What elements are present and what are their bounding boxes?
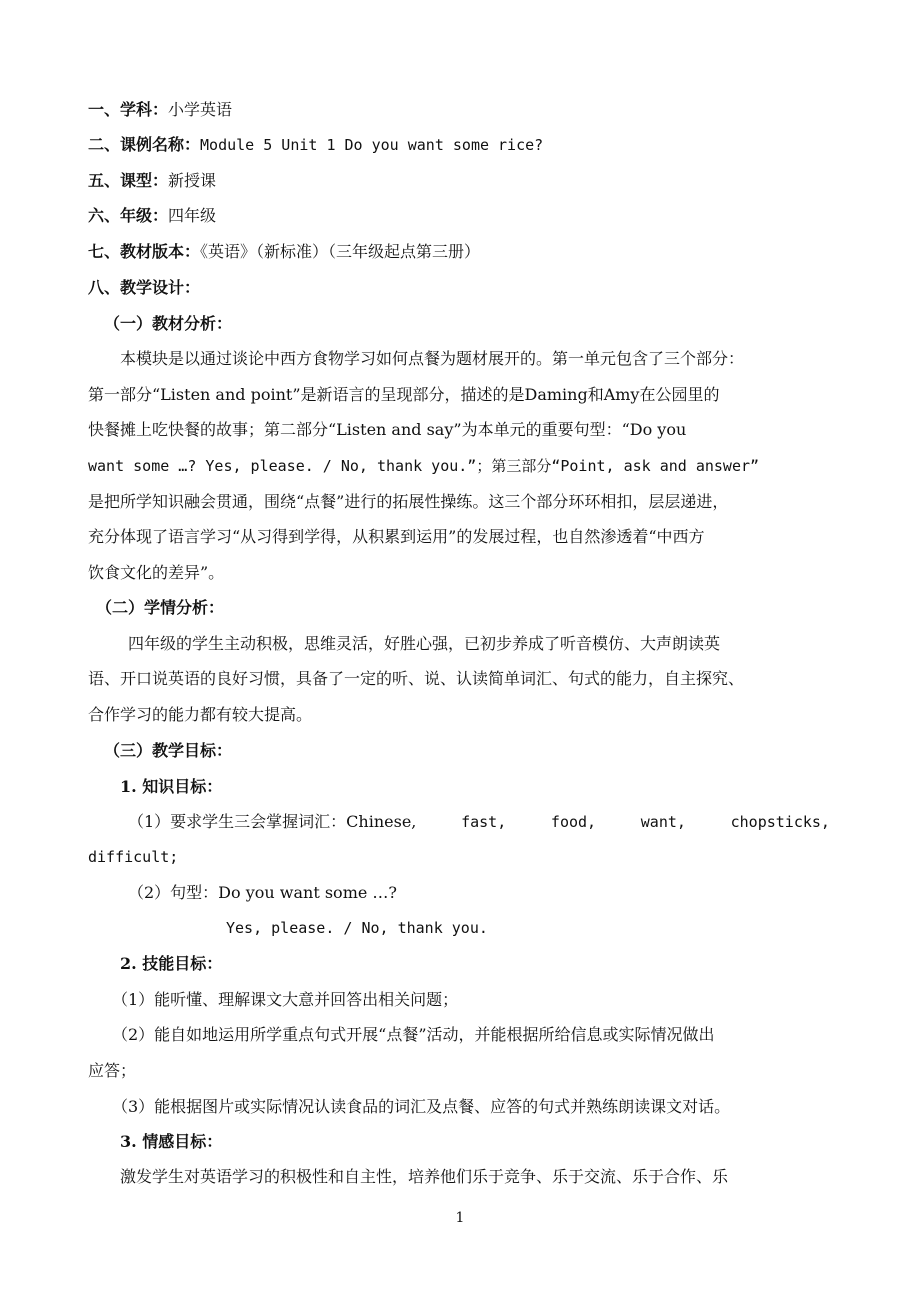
vocab-word: chopsticks, [730,813,830,831]
type-value: 新授课 [168,171,217,190]
pattern-line: （2）句型：Do you want some …? [128,883,397,902]
type-row [88,171,834,191]
vocab-prefix: （1）要求学生三会掌握词汇：Chinese, [128,812,417,831]
section-title: （一）教材分析： [104,314,233,333]
grade-value: 四年级 [168,206,217,225]
paragraph-line: 本模块是以通过谈论中西方食物学习如何点餐为题材展开的。第一单元包含了三个部分： [120,349,745,368]
pattern-answer: Yes, please. / No, thank you. [226,919,488,937]
paragraph-line: 第一部分“Listen and point”是新语言的呈现部分，描述的是Daming和Amy在公园里的 [88,385,720,404]
subsection-title: 3. 情感目标： [120,1132,223,1151]
paragraph-line: 充分体现了语言学习“从习得到学得，从积累到运用”的发展过程，也自然渗透着“中西方 [88,527,705,546]
edition-value: 《英语》（新标准）（三年级起点第三册） [200,242,481,261]
paragraph-line: 饮食文化的差异”。 [88,563,225,582]
skill-line: （2）能自如地运用所学重点句式开展“点餐”活动，并能根据所给信息或实际情况做出 [112,1025,715,1044]
page-number: 1 [455,1210,465,1226]
paragraph-line: 四年级的学生主动积极，思维灵活，好胜心强，已初步养成了听音模仿、大声朗读英 [128,634,721,653]
lesson-value: Module 5 Unit 1 Do you want some rice? [200,136,544,154]
skill-line: （1）能听懂、理解课文大意并回答出相关问题； [112,990,459,1009]
paragraph-line: 快餐摊上吃快餐的故事；第二部分“Listen and say”为本单元的重要句型：“Do you [88,420,687,439]
grade-row [88,206,834,226]
grade-label: 六、年级： [88,206,169,225]
paragraph-line: 是把所学知识融会贯通，围绕“点餐”进行的拓展性操练。这三个部分环环相扣，层层递进， [88,492,729,511]
design-row [88,278,834,298]
section-title: （二）学情分析： [96,598,225,617]
type-label: 五、课型： [88,171,169,190]
lesson-row [88,135,834,155]
subject-row [88,100,834,120]
paragraph-line: 合作学习的能力都有较大提高。 [88,705,313,724]
section-title: （三）教学目标： [104,741,233,760]
subsection-title: 2. 技能目标： [120,954,223,973]
vocab-word: want, [640,813,686,831]
vocab-tail: difficult; [88,848,179,866]
skill-line: （3）能根据图片或实际情况认读食品的词汇及点餐、应答的句式并熟练朗读课文对话。 [112,1097,731,1116]
paragraph-line: 语、开口说英语的良好习惯，具备了一定的听、说、认读简单词汇、句式的能力，自主探究、 [88,669,745,688]
edition-label: 七、教材版本： [88,242,201,261]
subject-label: 一、学科： [88,100,169,119]
vocab-line [128,812,830,832]
vocab-word: food, [550,813,597,831]
skill-line: 应答； [88,1061,137,1080]
subject-value: 小学英语 [168,100,233,119]
design-label: 八、教学设计： [88,278,201,297]
vocab-word: fast, [461,813,507,831]
edition-row [88,242,834,262]
emotion-line: 激发学生对英语学习的积极性和自主性，培养他们乐于竞争、乐于交流、乐于合作、乐 [120,1167,729,1186]
lesson-label: 二、课例名称： [88,135,201,154]
paragraph-line: want some …? Yes, please. / No, thank you.”；第三部分“Point, ask and answer” [88,457,760,475]
subsection-title: 1. 知识目标： [120,777,223,796]
